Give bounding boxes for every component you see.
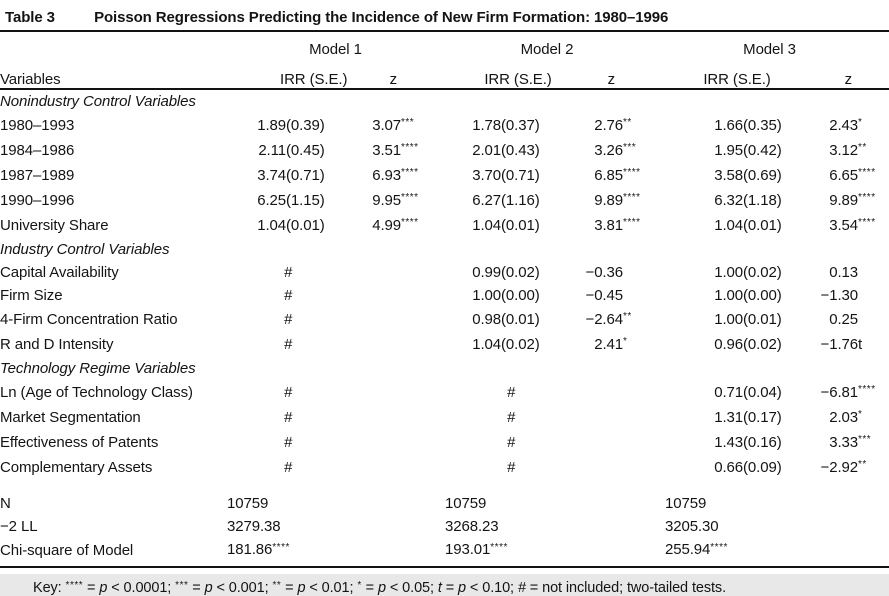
summary-table <box>0 492 889 563</box>
z-significance-cell <box>858 332 889 357</box>
not-included-mark: # <box>283 287 293 304</box>
z-significance-cell <box>858 261 889 284</box>
z-value: 2.76 <box>594 117 623 134</box>
z-value: −6.81 <box>820 384 859 401</box>
key-segment: < 0.10; <box>466 580 518 596</box>
z-value: −0.36 <box>585 264 623 281</box>
empty-z-sup-cell <box>623 405 701 430</box>
empty-z-cell <box>346 284 401 307</box>
se-value: (0.71) <box>501 167 540 184</box>
significance-mark: *** <box>623 142 637 153</box>
z-value: 0.25 <box>829 311 859 328</box>
spacer-cell <box>858 32 889 58</box>
empty-z-sup-cell <box>401 332 461 357</box>
table-head <box>0 32 889 89</box>
empty-z-cell <box>561 380 623 405</box>
summary-number: 255.94 <box>665 541 711 558</box>
z-significance-cell <box>401 213 461 238</box>
irr-value: 1.89 <box>257 117 286 134</box>
variable-row <box>0 405 889 430</box>
summary-row <box>0 515 889 538</box>
summary-value-cell <box>227 492 445 515</box>
z-significance-cell <box>401 113 461 138</box>
se-value: (0.00) <box>743 287 782 304</box>
not-included-mark: # <box>506 434 516 451</box>
variable-label: 1980–1993 <box>0 117 75 134</box>
z-significance-cell <box>858 430 889 455</box>
se-value: (0.01) <box>743 311 782 328</box>
se-value: (1.15) <box>286 192 325 209</box>
spacer-cell <box>623 58 701 89</box>
table-number: Table 3 <box>5 9 55 26</box>
se-value: (0.37) <box>501 117 540 134</box>
spacer-cell <box>858 58 889 89</box>
significance-mark: **** <box>858 167 876 178</box>
se-value: (0.69) <box>743 167 782 184</box>
variable-label: 4-Firm Concentration Ratio <box>0 311 178 328</box>
variable-label: 1987–1989 <box>0 167 75 184</box>
significance-mark: ** <box>858 459 867 470</box>
summary-number: 10759 <box>227 495 269 512</box>
irr-value: 1.00 <box>714 287 743 304</box>
z-significance-cell <box>623 307 701 332</box>
irr-value: 1.04 <box>257 217 286 234</box>
empty-z-cell <box>346 380 401 405</box>
se-value: (0.01) <box>501 217 540 234</box>
irr-value: 1.04 <box>714 217 743 234</box>
summary-number: 193.01 <box>445 541 491 558</box>
z-value: −2.92 <box>820 459 859 476</box>
z-header-m1: z <box>346 58 401 89</box>
z-value: −1.76 <box>820 336 859 353</box>
empty-z-cell <box>561 430 623 455</box>
model-3-header: Model 3 <box>743 41 796 58</box>
section-header-row <box>0 357 889 380</box>
significance-mark: * <box>858 409 863 420</box>
z-value: 2.03 <box>829 409 859 426</box>
irr-se-header-m1: IRR (S.E.) <box>230 58 346 89</box>
spacer-cell <box>401 58 461 89</box>
variable-row <box>0 332 889 357</box>
empty-z-cell <box>346 455 401 480</box>
irr-value: 0.98 <box>472 311 501 328</box>
se-value: (0.02) <box>743 336 782 353</box>
section-header-row <box>0 89 889 113</box>
z-header-m2: z <box>561 58 623 89</box>
irr-value: 1.04 <box>472 336 501 353</box>
se-value: (0.02) <box>743 264 782 281</box>
model-2-header: Model 2 <box>520 41 574 58</box>
empty-z-sup-cell <box>623 455 701 480</box>
irr-value: 1.00 <box>472 287 501 304</box>
key-segment: < 0.01; <box>305 580 358 596</box>
empty-z-sup-cell <box>623 380 701 405</box>
summary-label: −2 LL <box>0 518 38 535</box>
not-included-mark: # <box>283 409 293 426</box>
z-value: 9.89 <box>594 192 623 209</box>
z-value: 9.95 <box>372 192 401 209</box>
significance-mark: **** <box>401 217 419 228</box>
variable-row <box>0 284 889 307</box>
key-segment: t <box>437 580 442 596</box>
variable-row <box>0 307 889 332</box>
z-significance-cell <box>858 307 889 332</box>
z-value: 2.41 <box>594 336 623 353</box>
empty-z-sup-cell <box>401 261 461 284</box>
se-value: (1.18) <box>743 192 782 209</box>
summary-number: 3205.30 <box>665 518 719 535</box>
se-value: (0.01) <box>286 217 325 234</box>
irr-value: 1.04 <box>472 217 501 234</box>
not-included-mark: # <box>283 264 293 281</box>
empty-z-cell <box>346 430 401 455</box>
variable-row <box>0 163 889 188</box>
empty-z-cell <box>346 261 401 284</box>
irr-value: 2.11 <box>258 142 286 159</box>
key-segment: = <box>188 580 205 596</box>
se-value: (0.01) <box>743 217 782 234</box>
z-significance-cell <box>623 213 701 238</box>
spacer-cell <box>0 32 230 58</box>
se-value: (0.16) <box>743 434 782 451</box>
key-segment: < 0.001; <box>212 580 273 596</box>
key-segment: ** <box>272 580 282 591</box>
summary-value-cell <box>227 515 445 538</box>
z-significance-cell <box>623 113 701 138</box>
irr-value: 1.00 <box>714 311 743 328</box>
irr-se-header-m3: IRR (S.E.) <box>701 58 803 89</box>
z-significance-cell <box>623 138 701 163</box>
summary-number: 3268.23 <box>445 518 499 535</box>
z-value: 4.99 <box>372 217 401 234</box>
z-significance-cell <box>623 261 701 284</box>
z-value: 9.89 <box>829 192 859 209</box>
section-heading: Industry Control Variables <box>0 241 170 258</box>
se-value: (0.02) <box>501 336 540 353</box>
empty-z-sup-cell <box>401 380 461 405</box>
key-segment: * <box>357 580 362 591</box>
z-value: 3.12 <box>829 142 859 159</box>
variable-label: 1990–1996 <box>0 192 75 209</box>
table-title-row <box>0 0 889 28</box>
z-significance-cell <box>858 163 889 188</box>
significance-mark: **** <box>858 192 876 203</box>
significance-mark: **** <box>272 542 290 553</box>
variable-row <box>0 380 889 405</box>
empty-z-sup-cell <box>623 430 701 455</box>
z-value: 6.65 <box>829 167 859 184</box>
irr-value: 1.95 <box>714 142 743 159</box>
z-significance-cell <box>858 213 889 238</box>
se-value: (0.39) <box>286 117 325 134</box>
significance-mark: **** <box>623 192 641 203</box>
empty-z-cell <box>346 307 401 332</box>
significance-mark: t <box>858 336 863 353</box>
key-segment: p <box>99 580 108 596</box>
se-value: (0.01) <box>501 311 540 328</box>
irr-value: 1.66 <box>714 117 743 134</box>
empty-z-sup-cell <box>401 307 461 332</box>
variable-label: Market Segmentation <box>0 409 141 426</box>
key-segment: = <box>361 580 378 596</box>
irr-value: 0.99 <box>472 264 501 281</box>
z-value: 2.43 <box>829 117 859 134</box>
not-included-mark: # <box>506 409 516 426</box>
summary-number: 3279.38 <box>227 518 281 535</box>
model-1-header: Model 1 <box>309 41 362 58</box>
section-header-row <box>0 238 889 261</box>
significance-mark: **** <box>490 542 508 553</box>
key-segment: p <box>458 580 466 596</box>
key-segment: # <box>517 580 526 596</box>
summary-number: 10759 <box>665 495 707 512</box>
z-significance-cell <box>401 188 461 213</box>
empty-z-cell <box>346 332 401 357</box>
z-significance-cell <box>858 188 889 213</box>
irr-value: 1.43 <box>714 434 743 451</box>
not-included-mark: # <box>283 384 293 401</box>
z-value: 6.85 <box>594 167 623 184</box>
significance-mark: **** <box>401 142 419 153</box>
z-significance-cell <box>858 380 889 405</box>
summary-body <box>0 492 889 563</box>
models-header-row <box>0 32 889 58</box>
z-significance-cell <box>623 284 701 307</box>
regression-table <box>0 32 889 480</box>
variable-row <box>0 430 889 455</box>
variable-label: University Share <box>0 217 109 234</box>
z-significance-cell <box>401 138 461 163</box>
spacer-cell <box>623 32 701 58</box>
empty-z-sup-cell <box>401 455 461 480</box>
irr-value: 3.58 <box>714 167 743 184</box>
key-segment: *** <box>175 580 189 591</box>
summary-value-cell <box>445 538 665 563</box>
empty-z-cell <box>561 455 623 480</box>
significance-mark: * <box>858 117 863 128</box>
variable-label: R and D Intensity <box>0 336 114 353</box>
se-value: (0.02) <box>501 264 540 281</box>
significance-mark: ** <box>623 117 632 128</box>
irr-value: 3.70 <box>472 167 501 184</box>
z-significance-cell <box>623 163 701 188</box>
not-included-mark: # <box>283 336 293 353</box>
variable-row <box>0 455 889 480</box>
variables-header: Variables <box>0 58 230 89</box>
significance-mark: *** <box>401 117 415 128</box>
se-value: (1.16) <box>501 192 540 209</box>
irr-value: 6.32 <box>714 192 743 209</box>
empty-z-cell <box>561 405 623 430</box>
se-value: (0.04) <box>743 384 782 401</box>
z-significance-cell <box>858 138 889 163</box>
significance-mark: **** <box>401 167 419 178</box>
key-segment: = <box>441 580 459 596</box>
variable-label: Firm Size <box>0 287 63 304</box>
columns-header-row <box>0 58 889 89</box>
irr-value: 0.71 <box>714 384 743 401</box>
z-significance-cell <box>623 332 701 357</box>
key-segment: p <box>297 580 306 596</box>
z-value: −1.30 <box>820 287 859 304</box>
irr-value: 2.01 <box>472 142 501 159</box>
variable-row <box>0 138 889 163</box>
z-value: 3.07 <box>372 117 401 134</box>
empty-z-sup-cell <box>401 405 461 430</box>
not-included-mark: # <box>283 459 293 476</box>
variable-label: Capital Availability <box>0 264 119 281</box>
irr-value: 3.74 <box>257 167 286 184</box>
not-included-mark: # <box>506 384 516 401</box>
z-value: −2.64 <box>585 311 623 328</box>
se-value: (0.09) <box>743 459 782 476</box>
z-value: 3.33 <box>829 434 859 451</box>
key-segment: Key: <box>33 580 66 596</box>
summary-number: 10759 <box>445 495 487 512</box>
z-value: 0.13 <box>829 264 859 281</box>
variable-label: 1984–1986 <box>0 142 75 159</box>
irr-value: 0.96 <box>714 336 743 353</box>
not-included-mark: # <box>283 311 293 328</box>
summary-value-cell <box>665 492 889 515</box>
significance-mark: *** <box>858 434 872 445</box>
z-significance-cell <box>401 163 461 188</box>
variable-label: Effectiveness of Patents <box>0 434 159 451</box>
z-value: 3.54 <box>829 217 859 234</box>
key-segment: **** <box>65 580 84 591</box>
significance-mark: **** <box>401 192 419 203</box>
summary-value-cell <box>445 515 665 538</box>
variable-label: Complementary Assets <box>0 459 153 476</box>
variable-row <box>0 188 889 213</box>
irr-value: 1.78 <box>472 117 501 134</box>
summary-value-cell <box>665 538 889 563</box>
variable-row <box>0 213 889 238</box>
variable-row <box>0 113 889 138</box>
irr-value: 0.66 <box>714 459 743 476</box>
significance-mark: **** <box>710 542 728 553</box>
z-value: 3.81 <box>594 217 623 234</box>
key-segment: p <box>204 580 213 596</box>
key-segment: p <box>377 580 386 596</box>
spacer-cell <box>401 32 461 58</box>
irr-se-header-m2: IRR (S.E.) <box>461 58 561 89</box>
key-segment: = <box>83 580 100 596</box>
z-value: 3.26 <box>594 142 623 159</box>
summary-value-cell <box>665 515 889 538</box>
se-value: (0.35) <box>743 117 782 134</box>
z-significance-cell <box>858 455 889 480</box>
se-value: (0.00) <box>501 287 540 304</box>
z-value: 3.51 <box>372 142 401 159</box>
se-value: (0.45) <box>286 142 325 159</box>
irr-value: 6.27 <box>472 192 501 209</box>
empty-z-sup-cell <box>401 284 461 307</box>
summary-row <box>0 492 889 515</box>
table-body <box>0 89 889 480</box>
se-value: (0.42) <box>743 142 782 159</box>
summary-value-cell <box>445 492 665 515</box>
z-value: 6.93 <box>372 167 401 184</box>
significance-mark: **** <box>858 217 876 228</box>
significance-mark: ** <box>858 142 867 153</box>
significance-mark: * <box>623 336 628 347</box>
se-value: (0.17) <box>743 409 782 426</box>
significance-mark: **** <box>623 167 641 178</box>
z-header-m3: z <box>803 58 858 89</box>
summary-label: N <box>0 495 11 512</box>
summary-label: Chi-square of Model <box>0 542 134 559</box>
key-segment: = <box>281 580 298 596</box>
summary-value-cell <box>227 538 445 563</box>
se-value: (0.43) <box>501 142 540 159</box>
se-value: (0.71) <box>286 167 325 184</box>
z-significance-cell <box>858 113 889 138</box>
irr-value: 1.31 <box>714 409 743 426</box>
irr-value: 6.25 <box>257 192 286 209</box>
z-value: −0.45 <box>585 287 623 304</box>
variable-label: Ln (Age of Technology Class) <box>0 384 193 401</box>
empty-z-sup-cell <box>401 430 461 455</box>
significance-mark: **** <box>623 217 641 228</box>
key-segment: < 0.0001; <box>107 580 176 596</box>
not-included-mark: # <box>283 434 293 451</box>
key-note <box>0 568 889 596</box>
not-included-mark: # <box>506 459 516 476</box>
section-heading: Nonindustry Control Variables <box>0 93 196 110</box>
significance-mark: ** <box>623 311 632 322</box>
key-segment: = not included; two-tailed tests. <box>525 580 726 596</box>
z-significance-cell <box>858 284 889 307</box>
summary-number: 181.86 <box>227 541 273 558</box>
variable-row <box>0 261 889 284</box>
table-caption: Poisson Regressions Predicting the Incidence of New Firm Formation: 1980–1996 <box>94 9 669 26</box>
empty-z-cell <box>346 405 401 430</box>
irr-value: 1.00 <box>714 264 743 281</box>
key-segment: < 0.05; <box>385 580 438 596</box>
significance-mark: **** <box>858 384 876 395</box>
z-significance-cell <box>623 188 701 213</box>
z-significance-cell <box>858 405 889 430</box>
section-heading: Technology Regime Variables <box>0 360 196 377</box>
summary-row <box>0 538 889 563</box>
